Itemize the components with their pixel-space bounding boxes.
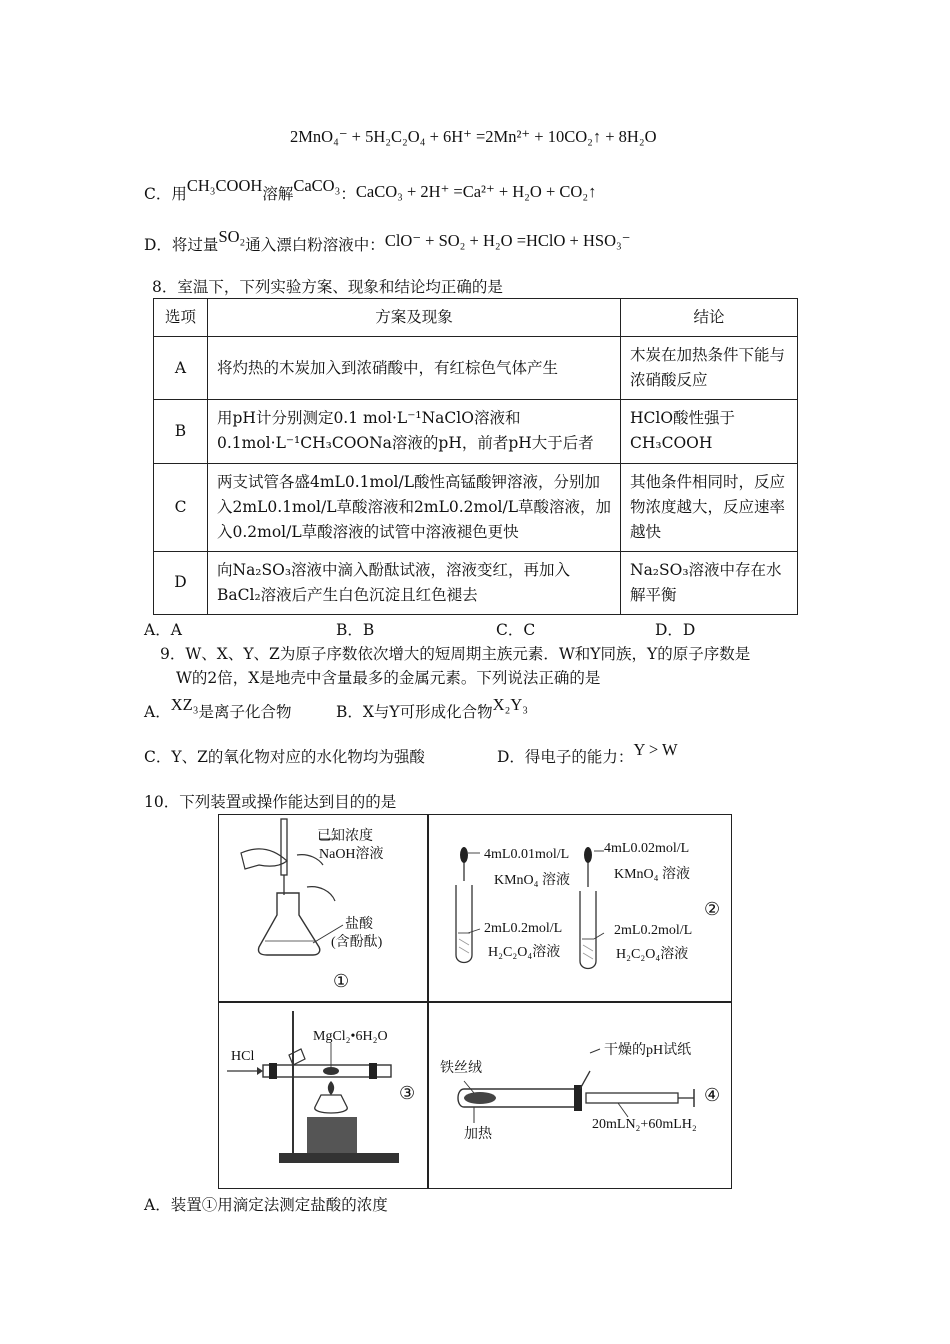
apparatus-figure <box>218 814 732 1189</box>
option-c-acid: CH₃COOH <box>186 176 263 195</box>
option-c-mid: 溶解 <box>262 185 294 203</box>
q9-option-a <box>144 695 292 722</box>
option-c-equation: CaCO₃ + 2H⁺ =Ca²⁺ + H₂O + CO₂↑ <box>355 182 597 201</box>
fig2-number: ② <box>704 899 721 920</box>
table-row <box>154 463 798 551</box>
option-c-colon: ： <box>340 185 356 203</box>
table-row <box>154 337 798 400</box>
header-conclusion: 结论 <box>621 299 798 337</box>
row-plan: 用pH计分别测定0.1 mol·L⁻¹NaClO溶液和0.1mol·L⁻¹CH₃COONa溶液的pH，前者pH大于后者 <box>208 400 621 463</box>
fig1-label-known-conc: 已知浓度 <box>317 829 373 844</box>
row-option: A <box>154 337 208 400</box>
row-option: B <box>154 400 208 463</box>
q9-option-d-text: D．得电子的能力： <box>497 748 634 766</box>
q9-option-d <box>497 740 678 767</box>
q8-choice-c: C．C <box>496 621 536 639</box>
option-d-line <box>144 227 631 255</box>
row-plan: 向Na₂SO₃溶液中滴入酚酞试液，溶液变红，再加入BaCl₂溶液后产生白色沉淀且红色褪去 <box>208 551 621 614</box>
row-plan: 将灼热的木炭加入到浓硝酸中，有红棕色气体产生 <box>208 337 621 400</box>
q9-option-a-formula: XZ₃ <box>170 695 199 714</box>
figure-1 <box>219 815 427 1001</box>
q10-option-a: A．装置①用滴定法测定盐酸的浓度 <box>144 1196 388 1214</box>
fig2-label-2a: 4mL0.02mol/L <box>604 841 690 856</box>
q9-line1: 9．W、X、Y、Z为原子序数依次增大的短周期主族元素．W和Y同族，Y的原子序数是 <box>160 645 751 663</box>
q8-choice-d: D．D <box>655 621 696 639</box>
fig3-label-salt: MgCl₂•6H₂O <box>313 1029 388 1044</box>
fig3-number: ③ <box>399 1083 416 1104</box>
fig2-label-1b: KMnO₄ 溶液 <box>494 873 571 888</box>
row-conclusion: 木炭在加热条件下能与浓硝酸反应 <box>621 337 798 400</box>
q9-option-b-text: B．X与Y可形成化合物 <box>336 703 493 721</box>
q9-option-b-formula: X₂Y₃ <box>492 695 529 714</box>
figure-3 <box>219 1003 427 1190</box>
fig4-label-ph-paper: 干燥的pH试纸 <box>604 1043 692 1058</box>
row-option: D <box>154 551 208 614</box>
q10-stem: 10．下列装置或操作能达到目的的是 <box>144 793 397 811</box>
q8-choice-a: A．A <box>144 621 182 639</box>
figure-2 <box>428 815 733 1001</box>
fig4-label-iron-wool: 铁丝绒 <box>440 1061 482 1076</box>
option-d-prefix: D．将过量 <box>144 236 219 254</box>
fig2-label-2b: KMnO₄ 溶液 <box>614 867 691 882</box>
row-conclusion: Na₂SO₃溶液中存在水解平衡 <box>621 551 798 614</box>
figure-4 <box>428 1003 733 1190</box>
q9-line2: W的2倍，X是地壳中含量最多的金属元素。下列说法正确的是 <box>176 669 601 687</box>
syringe-apparatus-icon <box>428 1003 733 1190</box>
fig1-label-phenolphthalein: (含酚酞) <box>331 935 383 950</box>
q9-option-b <box>336 695 529 722</box>
fig1-label-hcl: 盐酸 <box>345 917 373 932</box>
fig2-label-3a: 2mL0.2mol/L <box>484 921 563 936</box>
q8-choice-b: B．B <box>336 621 375 639</box>
equation-top: 2MnO₄⁻ + 5H₂C₂O₄ + 6H⁺ =2Mn²⁺ + 10CO₂↑ + 8H₂O <box>290 127 657 146</box>
q8-table <box>153 298 798 615</box>
row-conclusion: 其他条件相同时，反应物浓度越大，反应速率越快 <box>621 463 798 551</box>
q9-option-c: C．Y、Z的氧化物对应的水化物均为强酸 <box>144 748 425 766</box>
fig4-label-heat: 加热 <box>464 1127 492 1142</box>
row-conclusion: HClO酸性强于CH₃COOH <box>621 400 798 463</box>
fig2-label-1a: 4mL0.01mol/L <box>484 847 570 862</box>
table-header-row <box>154 299 798 337</box>
header-plan: 方案及现象 <box>208 299 621 337</box>
q9-option-a-text: 是离子化合物 <box>198 703 292 721</box>
fig1-number: ① <box>333 971 350 992</box>
fig4-number: ④ <box>704 1085 721 1106</box>
option-c-prefix: C．用 <box>144 185 187 203</box>
q9-option-a-prefix: A． <box>144 703 171 721</box>
option-c-salt: CaCO₃ <box>293 176 341 195</box>
fig3-label-hcl: HCl <box>231 1049 255 1064</box>
table-row <box>154 400 798 463</box>
option-d-mid: 通入漂白粉溶液中： <box>245 236 385 254</box>
option-d-equation: ClO⁻ + SO₂ + H₂O =HClO + HSO₃⁻ <box>384 231 631 250</box>
option-d-gas: SO₂ <box>218 227 246 246</box>
fig4-label-gas: 20mLN₂+60mLH₂ <box>592 1117 697 1132</box>
row-option: C <box>154 463 208 551</box>
fig1-label-naoh: NaOH溶液 <box>319 847 384 862</box>
fig2-label-4b: H₂C₂O₄溶液 <box>616 947 689 962</box>
fig2-label-4a: 2mL0.2mol/L <box>614 923 693 938</box>
header-option: 选项 <box>154 299 208 337</box>
row-plan: 两支试管各盛4mL0.1mol/L酸性高锰酸钾溶液，分别加入2mL0.1mol/L草酸溶液和2mL0.2mol/L草酸溶液，加入0.2mol/L草酸溶液的试管中溶液褪色更快 <box>208 463 621 551</box>
option-c-line <box>144 176 597 204</box>
fig2-label-3b: H₂C₂O₄溶液 <box>488 945 561 960</box>
q8-stem: 8．室温下，下列实验方案、现象和结论均正确的是 <box>152 278 503 296</box>
table-row <box>154 551 798 614</box>
q9-option-d-formula: Y > W <box>633 740 678 759</box>
